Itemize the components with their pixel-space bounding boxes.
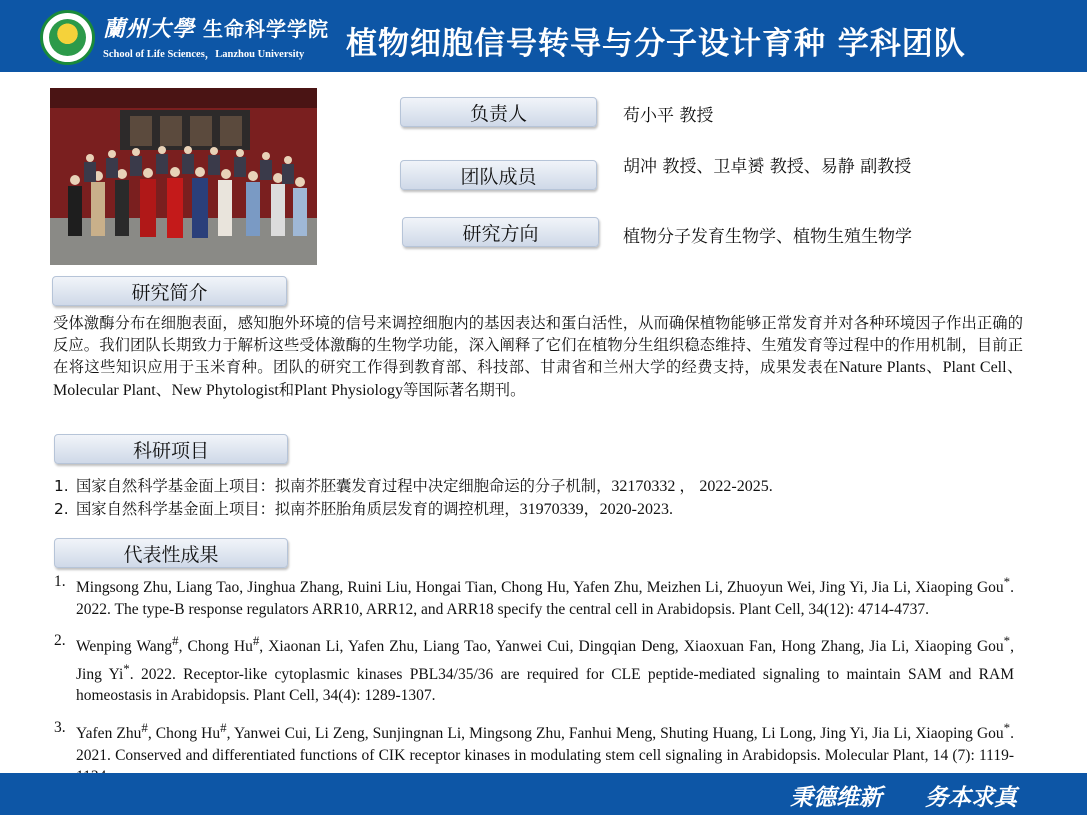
direction-value: 植物分子发育生物学、植物生殖生物学 [623, 227, 912, 247]
college-name-en: School of Life Sciences，Lanzhou University [103, 49, 305, 60]
intro-journal-last: Plant Physiology [294, 382, 403, 399]
motto-left: 秉德维新 [790, 785, 882, 811]
intro-label: 研究简介 [52, 276, 287, 306]
motto-right: 务本求真 [925, 785, 1017, 811]
intro-text-end: 等国际著名期刊。 [402, 381, 526, 399]
publication-author: , Chong Hu [147, 725, 221, 743]
leader-label: 负责人 [400, 97, 597, 127]
corresponding-mark: * [1003, 719, 1011, 735]
publication-author: , Jing Yi [76, 638, 1014, 683]
corresponding-mark: * [1003, 633, 1011, 649]
publication-authors: Mingsong Zhu, Liang Tao, Jinghua Zhang, Ruini Liu, Hongai Tian, Chong Hu, Yafen Zhu, Meizhen Li, Zhuoyun Wei, Jing Yi, Jia Li, Xiaoping Gou [76, 579, 1004, 597]
corresponding-mark: * [1003, 574, 1011, 589]
members-label: 团队成员 [400, 160, 597, 190]
publication-item [54, 571, 1014, 620]
project-text: 国家自然科学基金面上项目：拟南芥胚胎角质层发育的调控机理， [76, 500, 520, 518]
projects-label: 科研项目 [54, 434, 288, 464]
university-name: 蘭州大學 [103, 16, 196, 42]
project-item [54, 475, 773, 498]
project-number: 1. [54, 477, 69, 495]
cofirst-mark: # [252, 633, 260, 649]
achievements-label: 代表性成果 [54, 538, 288, 568]
project-text: 国家自然科学基金面上项目：拟南芥胚囊发育过程中决定细胞命运的分子机制， [76, 477, 612, 495]
publication-details: . 2022. Receptor-like cytoplasmic kinases PBL34/35/36 are required for CLE peptide-mediated signaling to maintain SAM and RAM homeostasis in Arabidopsis. Plant Cell, 34(4): 1289-1307. [76, 665, 1014, 705]
intro-and: 和 [278, 381, 295, 399]
project-code: 32170332 ， 2022-2025. [611, 478, 773, 495]
cofirst-mark: # [141, 719, 148, 735]
publication-details: . 2021. Conserved and differentiated functions of CIK receptor kinases in modulating stem cell signaling in Arabidopsis. Molecular Plant, 14 (7): 1119- [76, 725, 1014, 764]
team-photo [50, 88, 317, 265]
footer-bar [0, 773, 1087, 815]
cofirst-mark: # [220, 719, 227, 735]
publication-item [54, 630, 1014, 707]
intro-paragraph [53, 312, 1023, 402]
university-seal-icon [40, 10, 95, 65]
publication-authors: , Yanwei Cui, Li Zeng, Sunjingnan Li, Mingsong Zhu, Fanhui Meng, Shuting Huang, Li Long, Jing Yi, Jia Li, Xiaoping Gou [226, 725, 1004, 743]
publication-number: 2. [54, 632, 66, 650]
project-item [54, 498, 773, 521]
publication-details: . 2022. The type-B response regulators ARR10, ARR12, and ARR18 specify the central cell in Arabidopsis. Plant Cell, 34(12): 4714-4737. [76, 579, 1014, 618]
cofirst-mark: # [172, 633, 179, 649]
corresponding-mark: * [123, 660, 130, 676]
college-name-cn: 生命科学学院 [202, 17, 329, 41]
page-title: 植物细胞信号转导与分子设计育种 学科团队 [346, 26, 966, 62]
publication-number: 3. [54, 718, 66, 736]
intro-journals: Nature Plants、Plant Cell、Molecular Plant、New Phytologist [53, 359, 1023, 399]
intro-text: 受体激酶分布在细胞表面，感知胞外环境的信号来调控细胞内的基因表达和蛋白活性，从而确保植物能够正常发育并对各种环境因子作出正确的反应。我们团队长期致力于解析这些受体激酶的生物学功能，深入阐释了它们在植物分生组织稳态维持、生殖发育等过程中的作用机制，目前正在将这些知识应用于玉米育种。团队的研究工作得到教育部、科技部、甘肃省和兰州大学的经费支持，成果发表在 [53, 314, 1023, 376]
publication-authors: , Xiaonan Li, Yafen Zhu, Liang Tao, Yanwei Cui, Dingqian Deng, Xiaoxuan Fan, Hong Zhang, Jia Li, Xiaoping Gou [259, 638, 1004, 656]
members-value: 胡冲 教授、卫卓赟 教授、易静 副教授 [623, 157, 912, 177]
project-code: 31970339，2020-2023. [519, 501, 673, 518]
project-number: 2. [54, 500, 69, 518]
projects-list [54, 475, 773, 521]
publication-number: 1. [54, 573, 66, 590]
college-name [103, 12, 329, 43]
publication-author: Wenping Wang [76, 638, 173, 656]
publications-list [54, 571, 1014, 798]
publication-author: , Chong Hu [178, 638, 253, 656]
leader-value: 苟小平 教授 [623, 106, 714, 126]
direction-label: 研究方向 [402, 217, 599, 247]
publication-author: Yafen Zhu [76, 725, 142, 743]
